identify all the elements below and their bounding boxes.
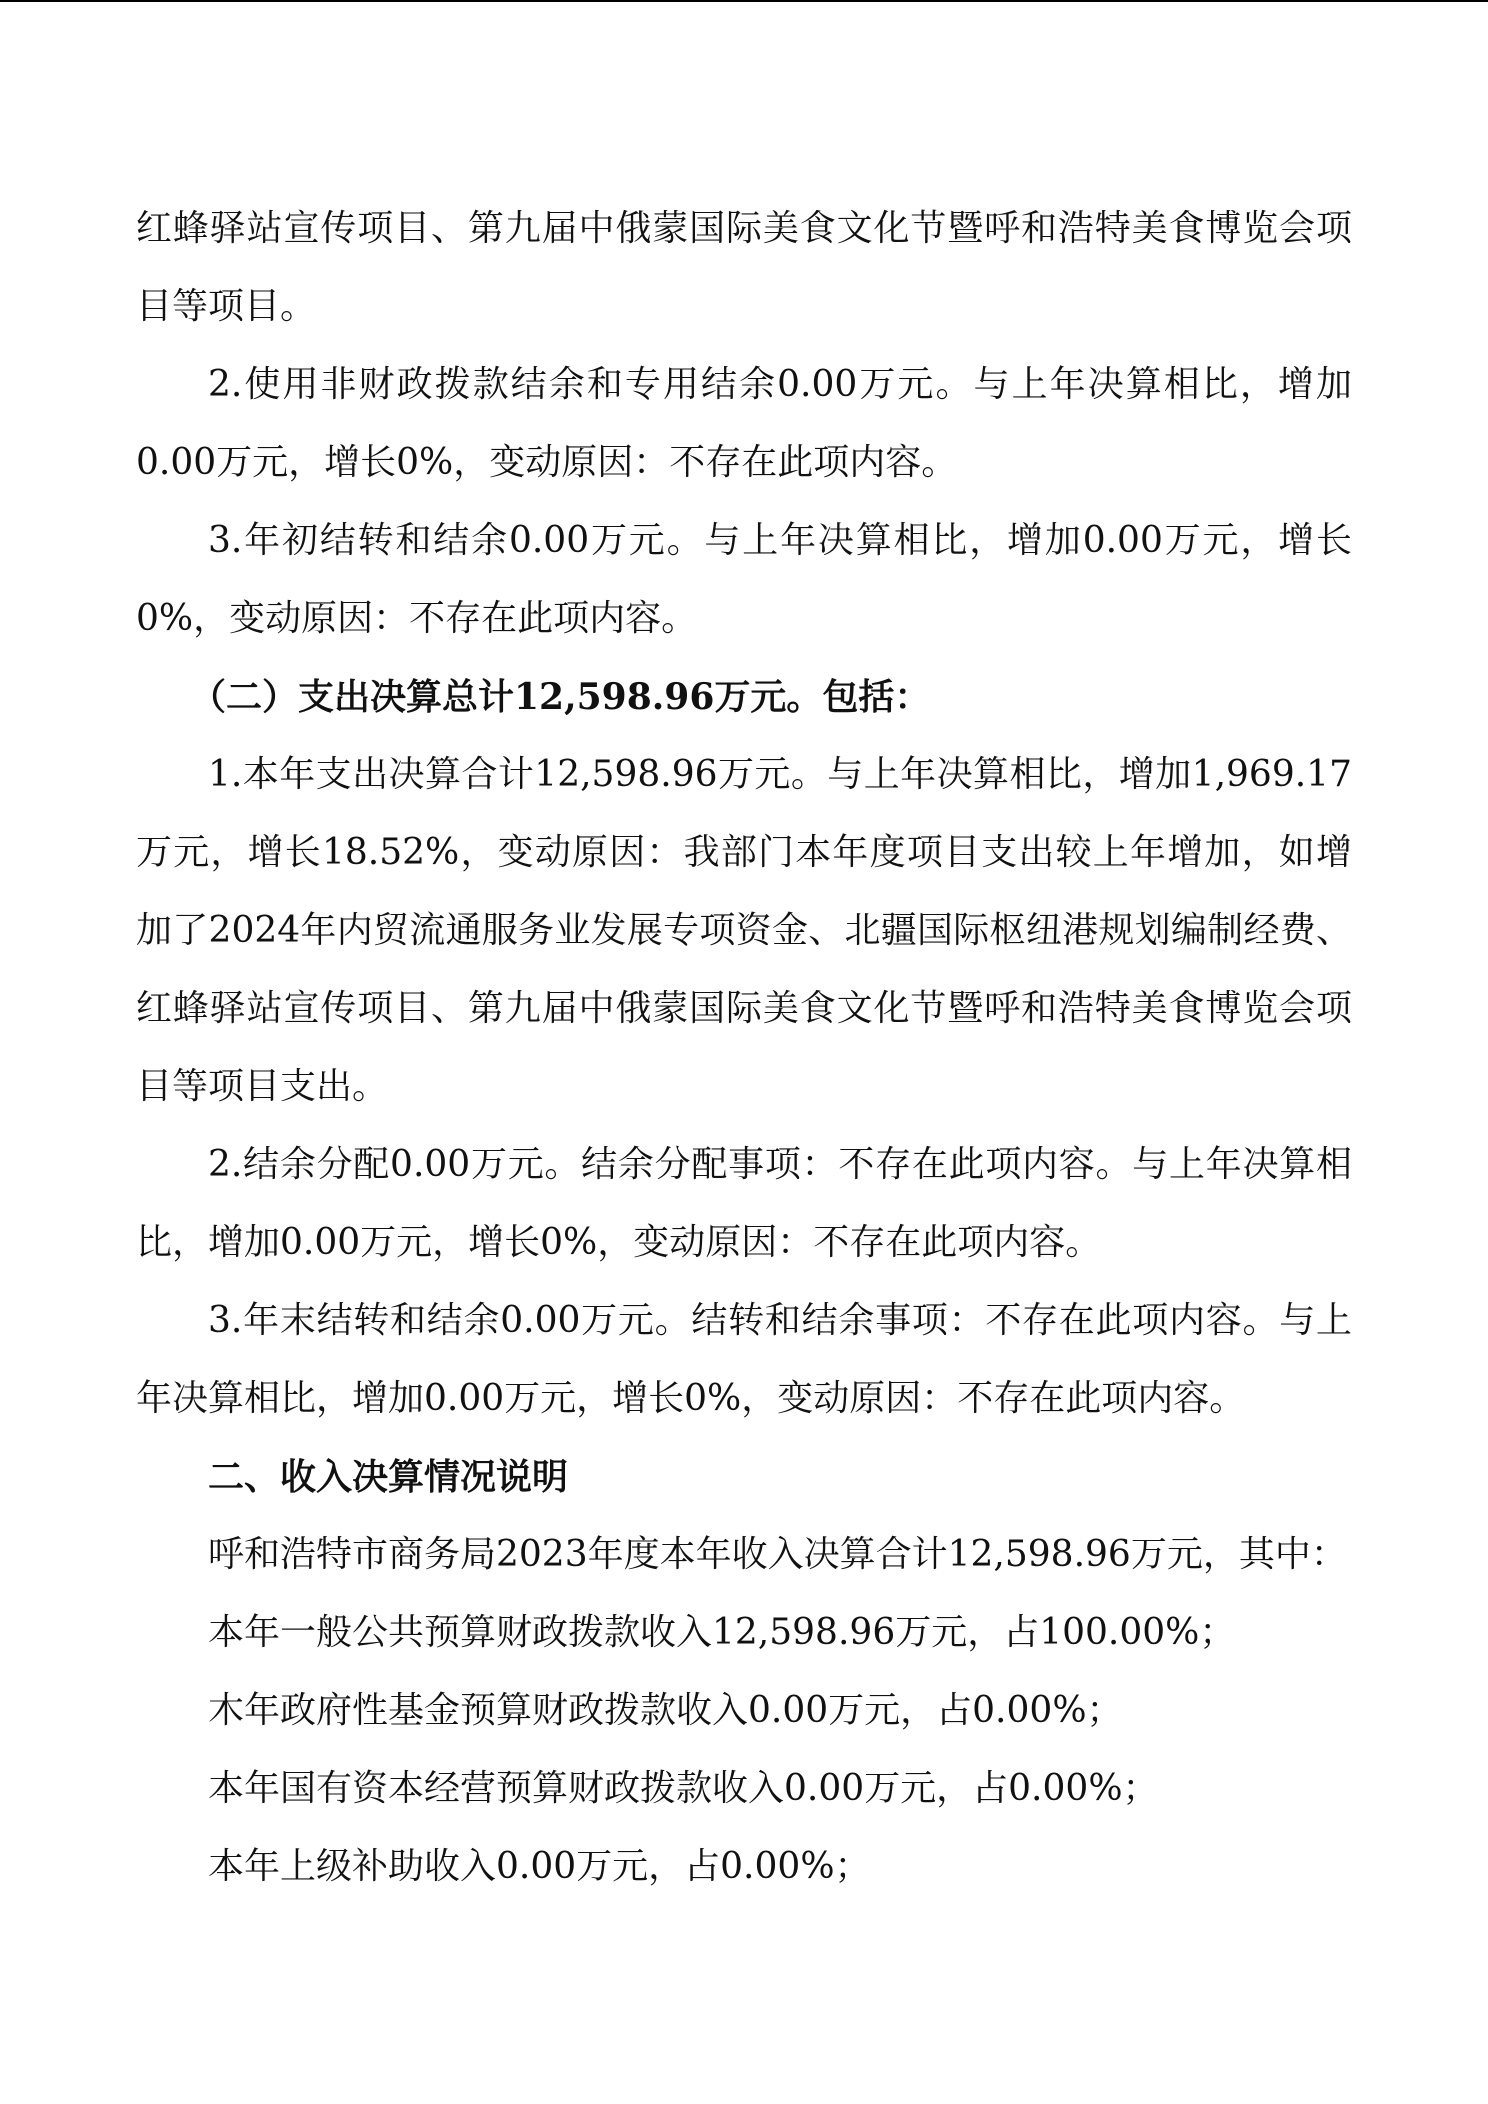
page-top-border [0, 0, 1488, 2]
paragraph-general-budget-income: 本年一般公共预算财政拨款收入12,598.96万元，占100.00%； [208, 1612, 1236, 1653]
paragraph-superior-subsidy-income: 本年上级补助收入0.00万元，占0.00%； [208, 1846, 871, 1887]
document-page [136, 190, 1352, 1906]
paragraph-non-fiscal-balance: 2.使用非财政拨款结余和专用结余0.00万元。与上年决算相比，增加0.00万元，增长0%，变动原因：不存在此项内容。 [136, 364, 1352, 483]
paragraph-current-year-expenditure: 1.本年支出决算合计12,598.96万元。与上年决算相比，增加1,969.17万元，增长18.52%，变动原因：我部门本年度项目支出较上年增加，如增加了2024年内贸流通服务业发展专项资金、北疆国际枢纽港规划编制经费、红蜂驿站宣传项目、第九届中俄蒙国际美食文化节暨呼和浩特美食博览会项目等项目支出。 [136, 754, 1352, 1107]
paragraph-beginning-carryover: 3.年初结转和结余0.00万元。与上年决算相比，增加0.00万元，增长0%，变动原因：不存在此项内容。 [136, 520, 1352, 639]
paragraph-income-total: 呼和浩特市商务局2023年度本年收入决算合计12,598.96万元，其中： [208, 1534, 1347, 1575]
paragraph-government-fund-income: 木年政府性基金预算财政拨款收入0.00万元，占0.00%； [208, 1690, 1123, 1731]
paragraph-project-list-continued: 红蜂驿站宣传项目、第九届中俄蒙国际美食文化节暨呼和浩特美食博览会项目等项目。 [136, 208, 1352, 327]
paragraph-year-end-carryover: 3.年末结转和结余0.00万元。结转和结余事项：不存在此项内容。与上年决算相比，增加0.00万元，增长0%，变动原因：不存在此项内容。 [136, 1300, 1352, 1419]
paragraph-state-capital-income: 本年国有资本经营预算财政拨款收入0.00万元，占0.00%； [208, 1768, 1159, 1809]
paragraph-balance-distribution: 2.结余分配0.00万元。结余分配事项：不存在此项内容。与上年决算相比，增加0.00万元，增长0%，变动原因：不存在此项内容。 [136, 1144, 1352, 1263]
heading-income-explanation: 二、收入决算情况说明 [208, 1456, 569, 1498]
heading-expenditure-total: （二）支出决算总计12,598.96万元。包括： [190, 676, 931, 718]
